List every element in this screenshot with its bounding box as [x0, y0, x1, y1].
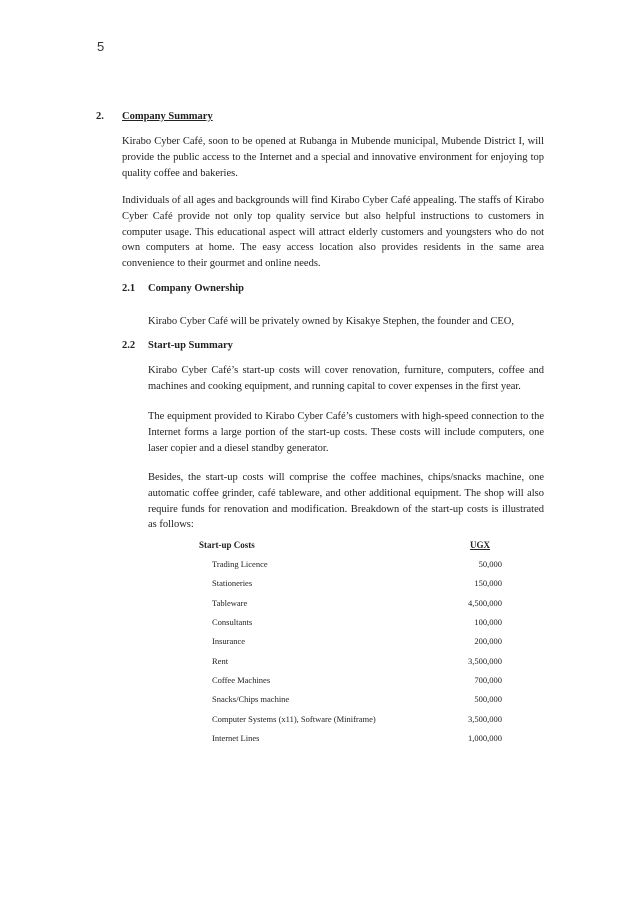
table-row-item: Tableware — [212, 598, 248, 608]
section-number: 2. — [96, 111, 104, 122]
startup-paragraph-2: The equipment provided to Kirabo Cyber Café’s customers with high-speed connection to the Internet forms a large portion of the start-up costs. These costs will include computers, one laser copier and a diesel standby generator. — [148, 411, 544, 454]
table-row-item: Stationeries — [212, 578, 253, 588]
table-row-amount: 1,000,000 — [468, 733, 502, 743]
table-row-amount: 3,500,000 — [468, 656, 502, 666]
table-row-item: Snacks/Chips machine — [212, 694, 290, 704]
table-row-amount: 3,500,000 — [468, 714, 502, 724]
table-row-item: Consultants — [212, 617, 253, 627]
table-header-currency: UGX — [470, 540, 490, 550]
ownership-paragraph: Kirabo Cyber Café will be privately owned by Kisakye Stephen, the founder and CEO, — [148, 316, 514, 327]
subsection-title-ownership: Company Ownership — [148, 283, 244, 294]
table-header-label: Start-up Costs — [199, 540, 255, 550]
table-row-amount: 150,000 — [474, 578, 502, 588]
table-row-item: Trading Licence — [212, 559, 268, 569]
table-row-item: Insurance — [212, 636, 246, 646]
table-row-item: Internet Lines — [212, 733, 260, 743]
subsection-number-startup: 2.2 — [122, 340, 136, 351]
table-row-amount: 100,000 — [474, 617, 502, 627]
page-number: 5 — [97, 39, 105, 54]
table-row-amount: 50,000 — [478, 559, 502, 569]
summary-paragraph-2: Individuals of all ages and backgrounds will find Kirabo Cyber Café appealing. The staffs of Kirabo Cyber Café provide not only top quality service but also helpful instructions to customers in computer usage. This educational aspect will attract elderly customers and youngsters who do not own computers at home. The easy access location also provides residents in the same area convenience to their gourmet and online needs. — [122, 195, 544, 270]
table-row-amount: 200,000 — [474, 636, 502, 646]
section-title: Company Summary — [122, 111, 213, 122]
startup-paragraph-3: Besides, the start-up costs will comprise the coffee machines, chips/snacks machine, one automatic coffee grinder, café tableware, and other additional equipment. The shop will also require funds for renovation and modification. Breakdown of the start-up costs is illustrated as follows: — [148, 472, 544, 531]
table-row-item: Computer Systems (x11), Software (Miniframe) — [212, 714, 376, 724]
table-row-item: Coffee Machines — [212, 675, 271, 685]
summary-paragraph-1: Kirabo Cyber Café, soon to be opened at Rubanga in Mubende municipal, Mubende District I, will provide the public access to the Internet and a special and innovative environment for enjoying top quality coffee and bakeries. — [122, 136, 544, 179]
table-row-amount: 700,000 — [474, 675, 502, 685]
subsection-number-ownership: 2.1 — [122, 283, 136, 294]
table-row-amount: 4,500,000 — [468, 598, 502, 608]
startup-paragraph-1: Kirabo Cyber Café’s start-up costs will cover renovation, furniture, computers, coffee and machines and cooking equipment, and running capital to cover expenses in the first year. — [148, 365, 544, 392]
table-row-item: Rent — [212, 656, 229, 666]
subsection-title-startup: Start-up Summary — [148, 340, 233, 351]
table-row-amount: 500,000 — [474, 694, 502, 704]
